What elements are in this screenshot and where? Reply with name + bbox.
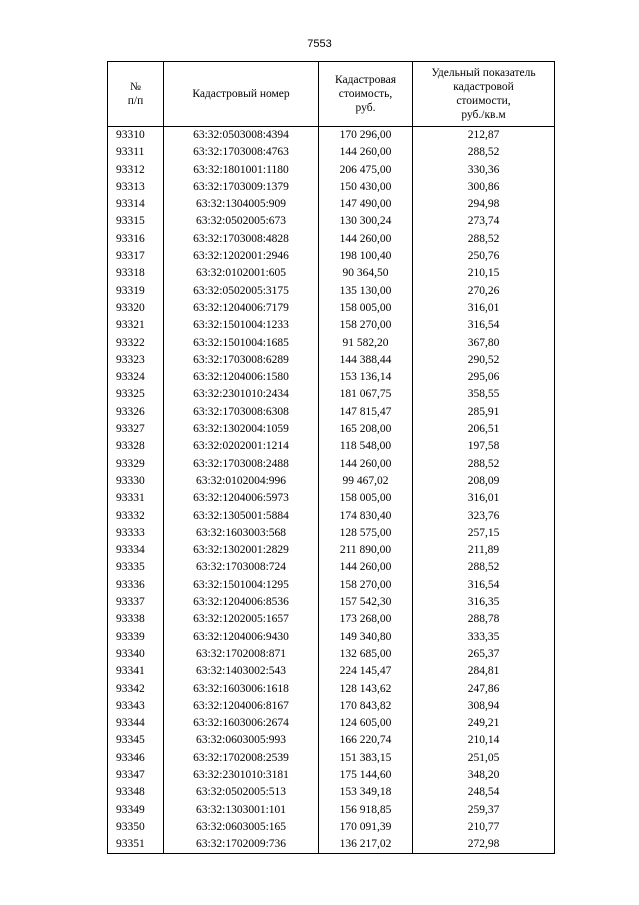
cadastral-value-cell: 132 685,00 bbox=[319, 646, 413, 663]
table-row bbox=[108, 213, 555, 230]
table-row bbox=[108, 317, 555, 334]
cadastral-value-cell: 130 300,24 bbox=[319, 213, 413, 230]
row-number-cell: 93345 bbox=[108, 732, 164, 749]
specific-value-cell: 316,54 bbox=[413, 317, 555, 334]
table-row bbox=[108, 162, 555, 179]
specific-value-cell: 316,54 bbox=[413, 577, 555, 594]
row-number-cell: 93333 bbox=[108, 525, 164, 542]
cadastral-value-cell: 153 349,18 bbox=[319, 784, 413, 801]
row-number-cell: 93349 bbox=[108, 802, 164, 819]
table-row bbox=[108, 369, 555, 386]
cadastral-number-cell: 63:32:1302001:2829 bbox=[164, 542, 319, 559]
table-row bbox=[108, 386, 555, 403]
header-row-number bbox=[108, 62, 164, 127]
cadastral-number-cell: 63:32:1702008:2539 bbox=[164, 750, 319, 767]
cadastral-value-cell: 136 217,02 bbox=[319, 836, 413, 854]
specific-value-cell: 333,35 bbox=[413, 629, 555, 646]
cadastral-value-cell: 165 208,00 bbox=[319, 421, 413, 438]
table-row bbox=[108, 715, 555, 732]
row-number-cell: 93331 bbox=[108, 490, 164, 507]
specific-value-cell: 270,26 bbox=[413, 283, 555, 300]
cadastral-number-cell: 63:32:1202005:1657 bbox=[164, 611, 319, 628]
cadastral-number-cell: 63:32:1703008:6289 bbox=[164, 352, 319, 369]
specific-value-cell: 288,52 bbox=[413, 456, 555, 473]
cadastral-number-cell: 63:32:1403002:543 bbox=[164, 663, 319, 680]
table-row bbox=[108, 646, 555, 663]
header-specific-line: руб./кв.м bbox=[461, 109, 506, 121]
header-specific-value bbox=[413, 62, 555, 127]
row-number-cell: 93336 bbox=[108, 577, 164, 594]
cadastral-value-cell: 135 130,00 bbox=[319, 283, 413, 300]
row-number-cell: 93332 bbox=[108, 508, 164, 525]
specific-value-cell: 210,15 bbox=[413, 265, 555, 282]
cadastral-number-cell: 63:32:0603005:993 bbox=[164, 732, 319, 749]
cadastral-number-cell: 63:32:1603006:1618 bbox=[164, 681, 319, 698]
cadastral-number-cell: 63:32:1702008:871 bbox=[164, 646, 319, 663]
specific-value-cell: 208,09 bbox=[413, 473, 555, 490]
cadastral-value-cell: 147 815,47 bbox=[319, 404, 413, 421]
specific-value-cell: 367,80 bbox=[413, 335, 555, 352]
row-number-cell: 93330 bbox=[108, 473, 164, 490]
row-number-cell: 93319 bbox=[108, 283, 164, 300]
row-number-cell: 93347 bbox=[108, 767, 164, 784]
table-body bbox=[108, 127, 555, 854]
cadastral-value-cell: 153 136,14 bbox=[319, 369, 413, 386]
cadastral-number-cell: 63:32:1603006:2674 bbox=[164, 715, 319, 732]
specific-value-cell: 330,36 bbox=[413, 162, 555, 179]
row-number-cell: 93320 bbox=[108, 300, 164, 317]
cadastral-number-cell: 63:32:1703009:1379 bbox=[164, 179, 319, 196]
row-number-cell: 93338 bbox=[108, 611, 164, 628]
cadastral-number-cell: 63:32:1703008:724 bbox=[164, 559, 319, 576]
cadastral-number-cell: 63:32:0202001:1214 bbox=[164, 438, 319, 455]
cadastral-value-cell: 175 144,60 bbox=[319, 767, 413, 784]
table-row bbox=[108, 525, 555, 542]
cadastral-table bbox=[107, 61, 555, 854]
row-number-cell: 93348 bbox=[108, 784, 164, 801]
table-row bbox=[108, 144, 555, 161]
row-number-cell: 93311 bbox=[108, 144, 164, 161]
cadastral-value-cell: 144 260,00 bbox=[319, 231, 413, 248]
cadastral-value-cell: 128 143,62 bbox=[319, 681, 413, 698]
row-number-cell: 93335 bbox=[108, 559, 164, 576]
cadastral-number-cell: 63:32:0502005:513 bbox=[164, 784, 319, 801]
table-row bbox=[108, 490, 555, 507]
cadastral-number-cell: 63:32:2301010:2434 bbox=[164, 386, 319, 403]
specific-value-cell: 316,35 bbox=[413, 594, 555, 611]
cadastral-value-cell: 224 145,47 bbox=[319, 663, 413, 680]
cadastral-value-cell: 151 383,15 bbox=[319, 750, 413, 767]
cadastral-number-cell: 63:32:1501004:1233 bbox=[164, 317, 319, 334]
row-number-cell: 93325 bbox=[108, 386, 164, 403]
cadastral-value-cell: 144 260,00 bbox=[319, 144, 413, 161]
table-row bbox=[108, 559, 555, 576]
table-row bbox=[108, 698, 555, 715]
specific-value-cell: 247,86 bbox=[413, 681, 555, 698]
table-row bbox=[108, 335, 555, 352]
header-cadastral-number: Кадастровый номер bbox=[164, 62, 319, 127]
cadastral-number-cell: 63:32:1202001:2946 bbox=[164, 248, 319, 265]
specific-value-cell: 210,14 bbox=[413, 732, 555, 749]
cadastral-number-cell: 63:32:1204006:8167 bbox=[164, 698, 319, 715]
specific-value-cell: 285,91 bbox=[413, 404, 555, 421]
row-number-cell: 93343 bbox=[108, 698, 164, 715]
cadastral-value-cell: 144 260,00 bbox=[319, 559, 413, 576]
cadastral-number-cell: 63:32:0102004:996 bbox=[164, 473, 319, 490]
header-cadastral-value bbox=[319, 62, 413, 127]
row-number-cell: 93351 bbox=[108, 836, 164, 854]
cadastral-number-cell: 63:32:1501004:1295 bbox=[164, 577, 319, 594]
cadastral-value-cell: 149 340,80 bbox=[319, 629, 413, 646]
table-row bbox=[108, 681, 555, 698]
table-row bbox=[108, 265, 555, 282]
cadastral-number-cell: 63:32:1703008:6308 bbox=[164, 404, 319, 421]
specific-value-cell: 257,15 bbox=[413, 525, 555, 542]
specific-value-cell: 212,87 bbox=[413, 127, 555, 145]
row-number-cell: 93324 bbox=[108, 369, 164, 386]
table-row bbox=[108, 508, 555, 525]
row-number-cell: 93334 bbox=[108, 542, 164, 559]
cadastral-number-cell: 63:32:1801001:1180 bbox=[164, 162, 319, 179]
specific-value-cell: 294,98 bbox=[413, 196, 555, 213]
specific-value-cell: 348,20 bbox=[413, 767, 555, 784]
specific-value-cell: 300,86 bbox=[413, 179, 555, 196]
row-number-cell: 93312 bbox=[108, 162, 164, 179]
table-row bbox=[108, 663, 555, 680]
specific-value-cell: 288,52 bbox=[413, 144, 555, 161]
table-row bbox=[108, 767, 555, 784]
row-number-cell: 93341 bbox=[108, 663, 164, 680]
row-number-cell: 93316 bbox=[108, 231, 164, 248]
cadastral-number-cell: 63:32:0603005:165 bbox=[164, 819, 319, 836]
cadastral-number-cell: 63:32:1303001:101 bbox=[164, 802, 319, 819]
cadastral-value-cell: 211 890,00 bbox=[319, 542, 413, 559]
table-row bbox=[108, 629, 555, 646]
specific-value-cell: 265,37 bbox=[413, 646, 555, 663]
header-number-abbr: п/п bbox=[127, 95, 144, 107]
cadastral-value-cell: 170 091,39 bbox=[319, 819, 413, 836]
table-row bbox=[108, 196, 555, 213]
cadastral-value-cell: 174 830,40 bbox=[319, 508, 413, 525]
cadastral-number-cell: 63:32:1204006:9430 bbox=[164, 629, 319, 646]
cadastral-number-cell: 63:32:1703008:4828 bbox=[164, 231, 319, 248]
page-number: 7553 bbox=[307, 38, 332, 50]
specific-value-cell: 251,05 bbox=[413, 750, 555, 767]
cadastral-value-cell: 158 270,00 bbox=[319, 577, 413, 594]
header-value-line: стоимость, bbox=[338, 88, 393, 100]
cadastral-value-cell: 166 220,74 bbox=[319, 732, 413, 749]
row-number-cell: 93323 bbox=[108, 352, 164, 369]
header-row bbox=[108, 62, 555, 127]
cadastral-value-cell: 118 548,00 bbox=[319, 438, 413, 455]
table-row bbox=[108, 300, 555, 317]
cadastral-number-cell: 63:32:2301010:3181 bbox=[164, 767, 319, 784]
cadastral-value-cell: 128 575,00 bbox=[319, 525, 413, 542]
cadastral-value-cell: 124 605,00 bbox=[319, 715, 413, 732]
header-specific-line: кадастровой bbox=[453, 81, 514, 93]
cadastral-value-cell: 170 296,00 bbox=[319, 127, 413, 145]
specific-value-cell: 259,37 bbox=[413, 802, 555, 819]
table-row bbox=[108, 802, 555, 819]
specific-value-cell: 323,76 bbox=[413, 508, 555, 525]
specific-value-cell: 316,01 bbox=[413, 300, 555, 317]
table-row bbox=[108, 784, 555, 801]
row-number-cell: 93327 bbox=[108, 421, 164, 438]
table-row bbox=[108, 248, 555, 265]
row-number-cell: 93310 bbox=[108, 127, 164, 145]
cadastral-value-cell: 144 388,44 bbox=[319, 352, 413, 369]
row-number-cell: 93313 bbox=[108, 179, 164, 196]
row-number-cell: 93328 bbox=[108, 438, 164, 455]
specific-value-cell: 250,76 bbox=[413, 248, 555, 265]
cadastral-value-cell: 99 467,02 bbox=[319, 473, 413, 490]
row-number-cell: 93321 bbox=[108, 317, 164, 334]
specific-value-cell: 197,58 bbox=[413, 438, 555, 455]
table-row bbox=[108, 750, 555, 767]
table-row bbox=[108, 421, 555, 438]
table-row bbox=[108, 438, 555, 455]
header-value-line: руб. bbox=[355, 102, 376, 114]
specific-value-cell: 288,52 bbox=[413, 231, 555, 248]
specific-value-cell: 206,51 bbox=[413, 421, 555, 438]
header-specific-line: Удельный показатель bbox=[431, 67, 536, 79]
cadastral-value-cell: 91 582,20 bbox=[319, 335, 413, 352]
specific-value-cell: 316,01 bbox=[413, 490, 555, 507]
header-number-sign: № bbox=[130, 81, 141, 93]
table-header bbox=[108, 62, 555, 127]
cadastral-number-cell: 63:32:1702009:736 bbox=[164, 836, 319, 854]
specific-value-cell: 288,78 bbox=[413, 611, 555, 628]
table-row bbox=[108, 283, 555, 300]
table-row bbox=[108, 179, 555, 196]
table-row bbox=[108, 352, 555, 369]
table-row bbox=[108, 127, 555, 145]
cadastral-value-cell: 144 260,00 bbox=[319, 456, 413, 473]
row-number-cell: 93315 bbox=[108, 213, 164, 230]
row-number-cell: 93317 bbox=[108, 248, 164, 265]
table-row bbox=[108, 594, 555, 611]
table-row bbox=[108, 473, 555, 490]
header-value-line: Кадастровая bbox=[334, 74, 397, 86]
cadastral-value-cell: 157 542,30 bbox=[319, 594, 413, 611]
row-number-cell: 93346 bbox=[108, 750, 164, 767]
specific-value-cell: 249,21 bbox=[413, 715, 555, 732]
specific-value-cell: 273,74 bbox=[413, 213, 555, 230]
specific-value-cell: 211,89 bbox=[413, 542, 555, 559]
table-row bbox=[108, 542, 555, 559]
table-row bbox=[108, 456, 555, 473]
row-number-cell: 93326 bbox=[108, 404, 164, 421]
row-number-cell: 93350 bbox=[108, 819, 164, 836]
table-row bbox=[108, 836, 555, 854]
cadastral-value-cell: 150 430,00 bbox=[319, 179, 413, 196]
cadastral-number-cell: 63:32:1204006:8536 bbox=[164, 594, 319, 611]
row-number-cell: 93314 bbox=[108, 196, 164, 213]
cadastral-value-cell: 90 364,50 bbox=[319, 265, 413, 282]
cadastral-number-cell: 63:32:0502005:3175 bbox=[164, 283, 319, 300]
cadastral-number-cell: 63:32:1204006:7179 bbox=[164, 300, 319, 317]
cadastral-number-cell: 63:32:0503008:4394 bbox=[164, 127, 319, 145]
cadastral-value-cell: 158 270,00 bbox=[319, 317, 413, 334]
cadastral-number-cell: 63:32:1302004:1059 bbox=[164, 421, 319, 438]
specific-value-cell: 248,54 bbox=[413, 784, 555, 801]
table-row bbox=[108, 732, 555, 749]
cadastral-number-cell: 63:32:1703008:2488 bbox=[164, 456, 319, 473]
specific-value-cell: 295,06 bbox=[413, 369, 555, 386]
cadastral-number-cell: 63:32:1501004:1685 bbox=[164, 335, 319, 352]
cadastral-value-cell: 170 843,82 bbox=[319, 698, 413, 715]
table-row bbox=[108, 231, 555, 248]
cadastral-number-cell: 63:32:0102001:605 bbox=[164, 265, 319, 282]
cadastral-number-cell: 63:32:1204006:5973 bbox=[164, 490, 319, 507]
specific-value-cell: 288,52 bbox=[413, 559, 555, 576]
row-number-cell: 93322 bbox=[108, 335, 164, 352]
row-number-cell: 93318 bbox=[108, 265, 164, 282]
table-row bbox=[108, 611, 555, 628]
row-number-cell: 93329 bbox=[108, 456, 164, 473]
specific-value-cell: 210,77 bbox=[413, 819, 555, 836]
specific-value-cell: 358,55 bbox=[413, 386, 555, 403]
cadastral-value-cell: 156 918,85 bbox=[319, 802, 413, 819]
row-number-cell: 93340 bbox=[108, 646, 164, 663]
cadastral-number-cell: 63:32:1304005:909 bbox=[164, 196, 319, 213]
cadastral-number-cell: 63:32:1703008:4763 bbox=[164, 144, 319, 161]
specific-value-cell: 272,98 bbox=[413, 836, 555, 854]
row-number-cell: 93339 bbox=[108, 629, 164, 646]
cadastral-number-cell: 63:32:1204006:1580 bbox=[164, 369, 319, 386]
cadastral-number-cell: 63:32:0502005:673 bbox=[164, 213, 319, 230]
cadastral-value-cell: 158 005,00 bbox=[319, 300, 413, 317]
cadastral-value-cell: 158 005,00 bbox=[319, 490, 413, 507]
specific-value-cell: 284,81 bbox=[413, 663, 555, 680]
specific-value-cell: 308,94 bbox=[413, 698, 555, 715]
cadastral-number-cell: 63:32:1305001:5884 bbox=[164, 508, 319, 525]
header-specific-line: стоимости, bbox=[456, 95, 511, 107]
cadastral-number-cell: 63:32:1603003:568 bbox=[164, 525, 319, 542]
table-row bbox=[108, 404, 555, 421]
row-number-cell: 93344 bbox=[108, 715, 164, 732]
cadastral-value-cell: 147 490,00 bbox=[319, 196, 413, 213]
table-row bbox=[108, 819, 555, 836]
cadastral-value-cell: 198 100,40 bbox=[319, 248, 413, 265]
specific-value-cell: 290,52 bbox=[413, 352, 555, 369]
cadastral-value-cell: 173 268,00 bbox=[319, 611, 413, 628]
table-row bbox=[108, 577, 555, 594]
cadastral-value-cell: 181 067,75 bbox=[319, 386, 413, 403]
row-number-cell: 93337 bbox=[108, 594, 164, 611]
row-number-cell: 93342 bbox=[108, 681, 164, 698]
cadastral-value-cell: 206 475,00 bbox=[319, 162, 413, 179]
